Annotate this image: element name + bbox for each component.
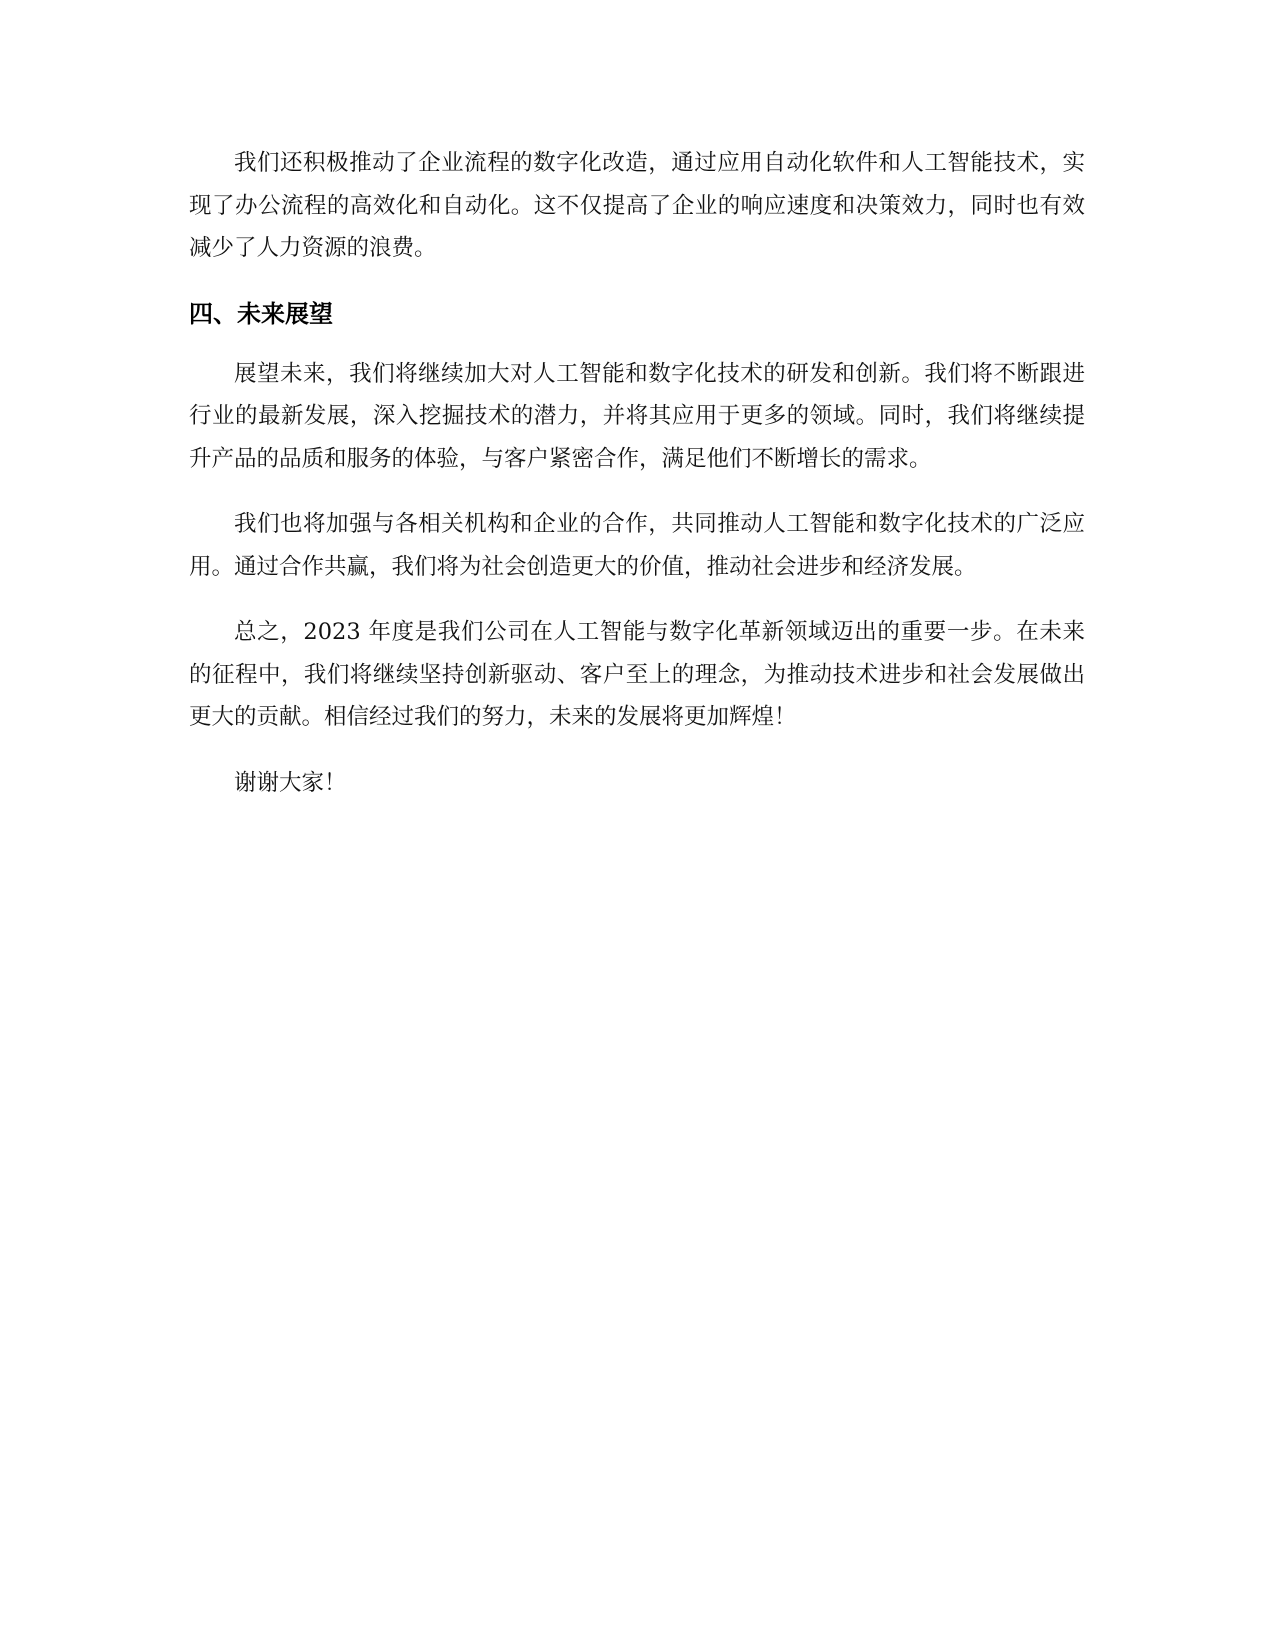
closing-thanks: 谢谢大家！ [234,769,347,796]
paragraph-cooperation: 我们也将加强与各相关机构和企业的合作，共同推动人工智能和数字化技术的广泛应用。通过合作共赢，我们将为社会创造更大的价值，推动社会进步和经济发展。 [189,511,1085,580]
paragraph-future-rd: 展望未来，我们将继续加大对人工智能和数字化技术的研发和创新。我们将不断跟进行业的最新发展，深入挖掘技术的潜力，并将其应用于更多的领域。同时，我们将继续提升产品的品质和服务的体验，与客户紧密合作，满足他们不断增长的需求。 [189,360,1085,472]
document-body [189,142,1085,827]
section-heading-future-outlook: 四、未来展望 [189,299,333,328]
paragraph-conclusion: 总之，2023 年度是我们公司在人工智能与数字化革新领域迈出的重要一步。在未来的征程中，我们将继续坚持创新驱动、客户至上的理念，为推动技术进步和社会发展做出更大的贡献。相信经过我们的努力，未来的发展将更加辉煌！ [189,619,1085,730]
paragraph-digital-transformation: 我们还积极推动了企业流程的数字化改造，通过应用自动化软件和人工智能技术，实现了办公流程的高效化和自动化。这不仅提高了企业的响应速度和决策效力，同时也有效减少了人力资源的浪费。 [189,150,1085,261]
